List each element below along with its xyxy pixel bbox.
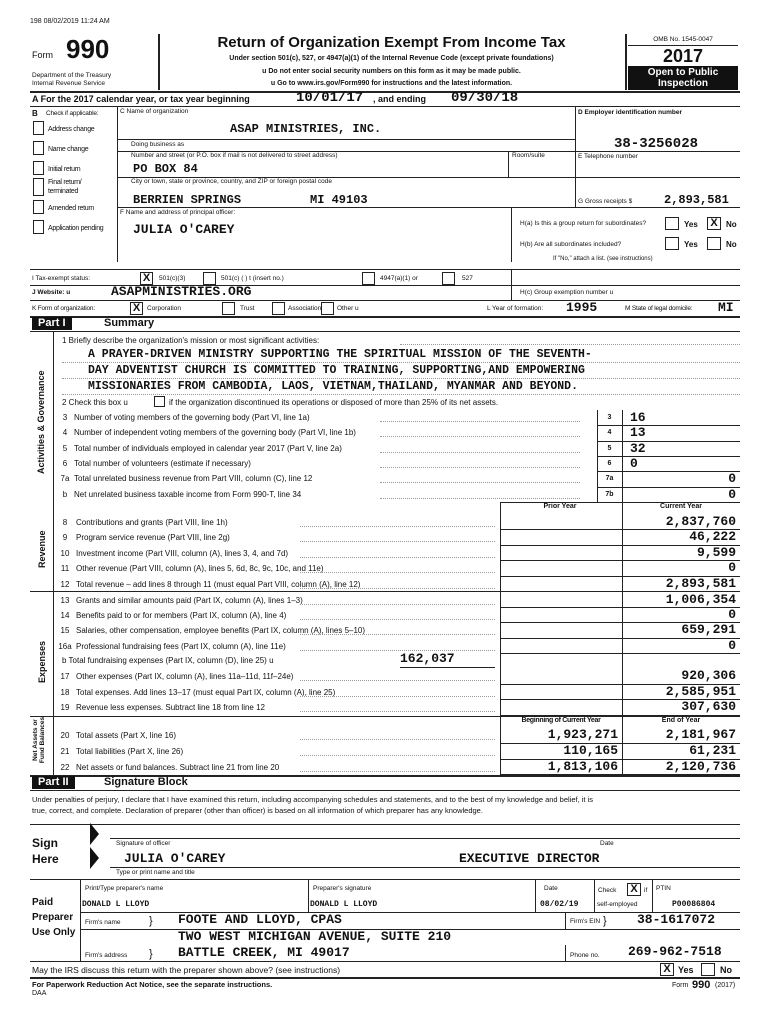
part-1-title: Summary — [104, 317, 155, 329]
dba-label: Doing business as — [131, 141, 185, 148]
line-number: 19 — [60, 703, 70, 713]
self-employed-label: self-employed — [597, 901, 638, 908]
mission-line-3: MISSIONARIES FROM CAMBODIA, LAOS, VIETNAM,THAILAND, MYANMAR AND BEYOND. — [88, 380, 578, 393]
gov-line-label: Total number of volunteers (estimate if necessary) — [74, 458, 251, 468]
527-checkbox[interactable] — [442, 272, 455, 285]
tax-exempt-status-label: I Tax-exempt status: — [32, 275, 91, 282]
preparer-label: Preparer — [32, 912, 74, 923]
line-number: 11 — [60, 564, 70, 574]
h-a-no-checkbox[interactable]: X — [707, 217, 721, 230]
gross-receipts-label: G Gross receipts $ — [578, 198, 633, 205]
beginning-year-header: Beginning of Current Year — [521, 717, 601, 724]
firm-ein-arrow: } — [603, 915, 607, 927]
h-b-note: If "No," attach a list. (see instructions) — [553, 256, 653, 262]
corporation-checkbox[interactable]: X — [130, 302, 143, 315]
use-only-label: Use Only — [32, 927, 76, 938]
if-label: if — [644, 887, 648, 894]
ssn-warning: u Do not enter social security numbers on this form as it may be made public. — [262, 68, 521, 75]
org-name: ASAP MINISTRIES, INC. — [230, 122, 382, 136]
h-a-no-label: No — [726, 220, 737, 229]
perjury-declaration-2: true, correct, and complete. Declaration of preparer (other than officer) is based on all information of which preparer has any knowledge. — [32, 806, 483, 815]
dept-treasury: Department of the Treasury — [32, 72, 112, 79]
principal-officer: JULIA O'CAREY — [133, 222, 235, 237]
preparer-date: 08/02/19 — [540, 900, 579, 909]
line-16b-label: b Total fundraising expenses (Part IX, column (D), line 25) u — [62, 656, 274, 665]
preparer-signature-label: Preparer's signature — [313, 885, 372, 892]
line-number: 7a — [60, 474, 70, 484]
line-label: Total revenue – add lines 8 through 11 (must equal Part VIII, column (A), line 12) — [76, 579, 361, 589]
trust-checkbox[interactable] — [222, 302, 235, 315]
mission-line-2: DAY ADVENTIST CHURCH IS COMMITTED TO TRAINING, SUPPORTING,AND EMPOWERING — [88, 364, 585, 377]
ptin-label: PTIN — [656, 885, 671, 892]
line-number: 15 — [60, 626, 70, 636]
side-label-net-assets: Net Assets or Fund Balances — [32, 716, 46, 764]
gov-line-value: 16 — [630, 410, 646, 425]
gov-line-label: Total number of individuals employed in calendar year 2017 (Part V, line 2a) — [74, 443, 342, 453]
beginning-year-amount: 110,165 — [563, 742, 618, 758]
gov-line-value: 13 — [630, 425, 646, 441]
dept-irs: Internal Revenue Service — [32, 80, 105, 87]
amended-return-label: Amended return — [48, 205, 94, 212]
gov-line-box: 4 — [607, 429, 612, 437]
h-b-yes-label: Yes — [684, 240, 698, 249]
line-1-label: 1 Briefly describe the organization's mission or most significant activities: — [62, 336, 320, 345]
gov-line-box: 7b — [605, 490, 614, 498]
line-a-label: A For the 2017 calendar year, or tax year beginning — [32, 94, 250, 104]
preparer-signature: DONALD L LLOYD — [310, 900, 378, 909]
beginning-year-amount: 1,813,106 — [547, 758, 618, 774]
firm-name: FOOTE AND LLOYD, CPAS — [178, 912, 342, 927]
association-checkbox[interactable] — [272, 302, 285, 315]
form-subtitle: Under section 501(c), 527, or 4947(a)(1) of the Internal Revenue Code (except private foundations) — [229, 55, 554, 62]
line-label: Salaries, other compensation, employee benefits (Part IX, column (A), lines 5–10) — [76, 626, 366, 636]
end-year-amount: 2,181,967 — [665, 727, 736, 742]
state-zip: MI 49103 — [310, 193, 368, 207]
state-domicile: MI — [718, 300, 734, 315]
sign-label: Sign — [32, 836, 58, 850]
paid-label: Paid — [32, 897, 54, 908]
line-number: 22 — [60, 762, 70, 772]
end-year-header: End of Year — [661, 717, 701, 724]
line-16b-value: 162,037 — [400, 651, 455, 666]
line-label: Other revenue (Part VIII, column (A), lines 5, 6d, 8c, 9c, 10c, and 11e) — [76, 564, 324, 574]
preparer-name: DONALD L LLOYD — [82, 900, 150, 909]
501c-label: 501(c) ( ) t (insert no.) — [221, 275, 284, 282]
website-value: ASAPMINISTRIES.ORG — [111, 284, 252, 299]
line-number: 18 — [60, 687, 70, 697]
form-word: Form — [32, 50, 53, 60]
gov-line-value: 0 — [630, 455, 638, 471]
preparer-name-label: Print/Type preparer's name — [85, 885, 164, 892]
firm-name-arrow: } — [149, 915, 153, 927]
line-2-label: 2 Check this box u — [62, 398, 128, 407]
city: BERRIEN SPRINGS — [133, 193, 242, 207]
officer-name: JULIA O'CAREY — [124, 851, 226, 866]
line-number: 12 — [60, 579, 70, 589]
ein-value: 38-3256028 — [614, 136, 699, 152]
final-return-checkbox[interactable] — [33, 178, 44, 196]
line-number: b — [62, 489, 68, 499]
gov-line-box: 7a — [605, 475, 614, 483]
line-number: 17 — [60, 672, 70, 681]
principal-officer-label: F Name and address of principal officer: — [120, 209, 236, 216]
room-suite-label: Room/suite — [512, 152, 545, 159]
line-number: 4 — [62, 428, 68, 438]
discuss-no-label: No — [720, 965, 732, 975]
line-2-desc: if the organization discontinued its operations or disposed of more than 25% of its net assets. — [169, 398, 499, 407]
omb-number: OMB No. 1545-0047 — [653, 36, 713, 43]
discuss-question: May the IRS discuss this return with the preparer shown above? (see instructions) — [32, 965, 341, 975]
irs-link-note: u Go to www.irs.gov/Form990 for instructions and the latest information. — [270, 80, 513, 87]
line-number: 14 — [60, 611, 70, 621]
sign-arrow-icon-2 — [90, 847, 99, 869]
year-formation: 1995 — [566, 300, 598, 315]
section-b-label: B — [32, 109, 38, 118]
and-ending-label: , and ending — [373, 94, 426, 104]
line-number: 3 — [62, 413, 68, 422]
gov-line-label: Net unrelated business taxable income from Form 990-T, line 34 — [74, 489, 302, 499]
line-label: Program service revenue (Part VIII, line 2g) — [76, 533, 230, 543]
part-2-title: Signature Block — [104, 776, 188, 788]
footer-form-word: Form — [672, 982, 689, 989]
form-title: Return of Organization Exempt From Income Tax — [217, 34, 566, 51]
h-b-question: H(b) Are all subordinates included? — [520, 241, 622, 248]
firm-ein-label: Firm's EIN — [570, 918, 601, 925]
h-a-yes-checkbox[interactable] — [665, 217, 679, 230]
check-label: Check — [598, 887, 617, 894]
current-year-amount: 46,222 — [689, 529, 736, 545]
inspection-label: Inspection — [657, 78, 708, 89]
association-label: Association — [288, 305, 322, 312]
gov-line-label: Number of voting members of the governing body (Part VI, line 1a) — [74, 413, 310, 422]
current-year-amount: 2,585,951 — [665, 683, 736, 699]
current-year-amount: 0 — [728, 607, 736, 623]
firm-address-2: BATTLE CREEK, MI 49017 — [178, 945, 350, 960]
h-b-no-checkbox[interactable] — [707, 237, 721, 250]
phone-value: 269-962-7518 — [628, 944, 722, 959]
form-of-org-label: K Form of organization: — [32, 305, 95, 312]
here-label: Here — [32, 852, 59, 866]
h-b-no-label: No — [726, 240, 737, 249]
trust-label: Trust — [240, 305, 255, 312]
mission-line-1: A PRAYER-DRIVEN MINISTRY SUPPORTING THE SPIRITUAL MISSION OF THE SEVENTH- — [88, 348, 592, 361]
amended-return-checkbox[interactable] — [33, 200, 44, 214]
website-label: J Website: u — [32, 289, 71, 296]
current-year-header: Current Year — [660, 503, 702, 510]
initial-return-label: Initial return — [48, 166, 81, 173]
h-a-yes-label: Yes — [684, 220, 698, 229]
name-change-label: Name change — [48, 146, 89, 153]
line-label: Investment income (Part VIII, column (A), lines 3, 4, and 7d) — [76, 548, 289, 558]
gov-line-value: 0 — [728, 471, 736, 487]
part-2-tag: Part II — [32, 776, 75, 789]
current-year-amount: 0 — [728, 637, 736, 653]
501c3-checkbox[interactable]: X — [140, 272, 153, 285]
org-name-label: C Name of organization — [120, 108, 189, 115]
line-label: Total liabilities (Part X, line 26) — [76, 746, 184, 756]
corporation-label: Corporation — [147, 305, 181, 312]
end-year-amount: 61,231 — [689, 742, 736, 758]
ein-label: D Employer identification number — [578, 109, 683, 116]
application-pending-label: Application pending — [48, 225, 104, 232]
date-label: Date — [600, 840, 614, 847]
type-print-label: Type or print name and title — [116, 869, 195, 876]
check-if-applicable: Check if applicable: — [46, 110, 99, 117]
prior-year-header: Prior Year — [543, 503, 577, 510]
initial-return-checkbox[interactable] — [33, 161, 44, 175]
open-to-public: Open to Public — [647, 67, 719, 78]
officer-title: EXECUTIVE DIRECTOR — [459, 851, 600, 866]
gov-line-label: Number of independent voting members of the governing body (Part VI, line 1b) — [74, 428, 356, 438]
gov-line-label: Total unrelated business revenue from Part VIII, column (C), line 12 — [74, 474, 313, 484]
year-formation-label: L Year of formation: — [487, 305, 544, 312]
current-year-amount: 920,306 — [681, 668, 736, 683]
daa-label: DAA — [32, 990, 47, 997]
line-number: 5 — [62, 443, 68, 453]
street-label: Number and street (or P.O. box if mail is not delivered to street address) — [131, 152, 338, 159]
gross-receipts: 2,893,581 — [664, 193, 729, 207]
current-year-amount: 0 — [728, 560, 736, 576]
sign-arrow-icon — [90, 823, 99, 845]
tax-year: 2017 — [662, 46, 704, 66]
h-b-yes-checkbox[interactable] — [665, 237, 679, 250]
gov-line-box: 3 — [607, 414, 612, 421]
side-label-revenue: Revenue — [37, 530, 47, 568]
city-label: City or town, state or province, country, and ZIP or foreign postal code — [131, 178, 332, 185]
firm-address-arrow: } — [149, 948, 153, 960]
line-label: Total expenses. Add lines 13–17 (must equal Part IX, column (A), line 25) — [76, 687, 336, 697]
perjury-declaration-1: Under penalties of perjury, I declare that I have examined this return, including accompanying schedules and statements, and to the best of my knowledge and belief, it is — [32, 795, 594, 804]
line-label: Contributions and grants (Part VIII, line 1h) — [76, 518, 228, 527]
line-number: 6 — [62, 458, 68, 468]
current-year-amount: 2,837,760 — [665, 514, 736, 529]
other-org-checkbox[interactable] — [321, 302, 334, 315]
gov-line-value: 0 — [728, 486, 736, 502]
current-year-amount: 1,006,354 — [665, 592, 736, 607]
line-label: Other expenses (Part IX, column (A), lines 11a–11d, 11f–24e) — [76, 672, 294, 681]
527-label: 527 — [462, 275, 473, 282]
name-change-checkbox[interactable] — [33, 141, 44, 155]
final-return-label: Final return/ terminated — [48, 179, 82, 195]
gov-line-value: 32 — [630, 440, 646, 456]
current-year-amount: 307,630 — [681, 699, 736, 715]
line-label: Net assets or fund balances. Subtract line 21 from line 20 — [76, 762, 280, 772]
address-change-label: Address change — [48, 126, 95, 133]
preparer-date-label: Date — [544, 885, 558, 892]
h-a-question: H(a) Is this a group return for subordinates? — [520, 220, 647, 227]
paperwork-notice: For Paperwork Reduction Act Notice, see the separate instructions. — [32, 980, 273, 989]
footer-form-number: 990 — [692, 979, 711, 991]
signature-of-officer-label: Signature of officer — [116, 840, 171, 847]
side-label-governance: Activities & Governance — [36, 370, 46, 474]
501c3-label: 501(c)(3) — [159, 275, 186, 282]
address-change-checkbox[interactable] — [33, 121, 44, 135]
ptin-value: P00086804 — [672, 900, 716, 909]
tax-year-begin: 10/01/17 — [296, 90, 364, 106]
current-year-amount: 2,893,581 — [665, 575, 736, 591]
line-label: Professional fundraising fees (Part IX, column (A), line 11e) — [76, 641, 286, 651]
print-timestamp: 198 08/02/2019 11:24 AM — [30, 18, 110, 25]
street-address: PO BOX 84 — [133, 162, 198, 176]
discontinued-ops-checkbox[interactable] — [154, 396, 165, 407]
line-number: 9 — [62, 533, 68, 543]
line-label: Benefits paid to or for members (Part IX, column (A), line 4) — [76, 611, 287, 621]
discuss-yes-label: Yes — [678, 965, 694, 975]
gov-line-box: 6 — [607, 459, 612, 467]
4947-label: 4947(a)(1) or — [380, 275, 418, 282]
current-year-amount: 9,599 — [696, 544, 736, 560]
line-number: 16a — [58, 641, 72, 651]
discuss-yes-checkbox[interactable]: X — [660, 963, 674, 976]
line-label: Revenue less expenses. Subtract line 18 from line 12 — [76, 703, 265, 713]
part-1-tag: Part I — [32, 317, 72, 330]
firm-name-label: Firm's name — [85, 919, 121, 926]
line-number: 13 — [60, 596, 70, 605]
telephone-label: E Telephone number — [578, 153, 638, 160]
state-domicile-label: M State of legal domicile: — [625, 305, 693, 312]
firm-address-1: TWO WEST MICHIGAN AVENUE, SUITE 210 — [178, 929, 452, 944]
side-label-expenses: Expenses — [37, 640, 47, 683]
tax-year-end: 09/30/18 — [451, 90, 519, 106]
firm-ein: 38-1617072 — [637, 912, 716, 927]
line-number: 8 — [62, 518, 68, 527]
discuss-no-checkbox[interactable] — [701, 963, 715, 976]
current-year-amount: 659,291 — [681, 622, 736, 638]
firm-address-label: Firm's address — [85, 952, 128, 959]
end-year-amount: 2,120,736 — [665, 758, 736, 774]
footer-form-year: (2017) — [715, 982, 736, 989]
line-label: Total assets (Part X, line 16) — [76, 731, 177, 740]
4947-checkbox[interactable] — [362, 272, 375, 285]
line-number: 10 — [60, 548, 70, 558]
line-number: 20 — [60, 731, 70, 740]
form-number: 990 — [66, 34, 110, 64]
line-label: Grants and similar amounts paid (Part IX, column (A), lines 1–3) — [76, 596, 303, 605]
line-number: 21 — [60, 746, 70, 756]
phone-label: Phone no. — [570, 952, 600, 959]
gov-line-box: 5 — [607, 444, 612, 452]
other-org-label: Other u — [337, 305, 359, 312]
beginning-year-amount: 1,923,271 — [547, 727, 618, 742]
group-exemption-label: H(c) Group exemption number u — [520, 289, 614, 296]
application-pending-checkbox[interactable] — [33, 220, 44, 234]
self-employed-checkbox[interactable]: X — [627, 883, 641, 896]
